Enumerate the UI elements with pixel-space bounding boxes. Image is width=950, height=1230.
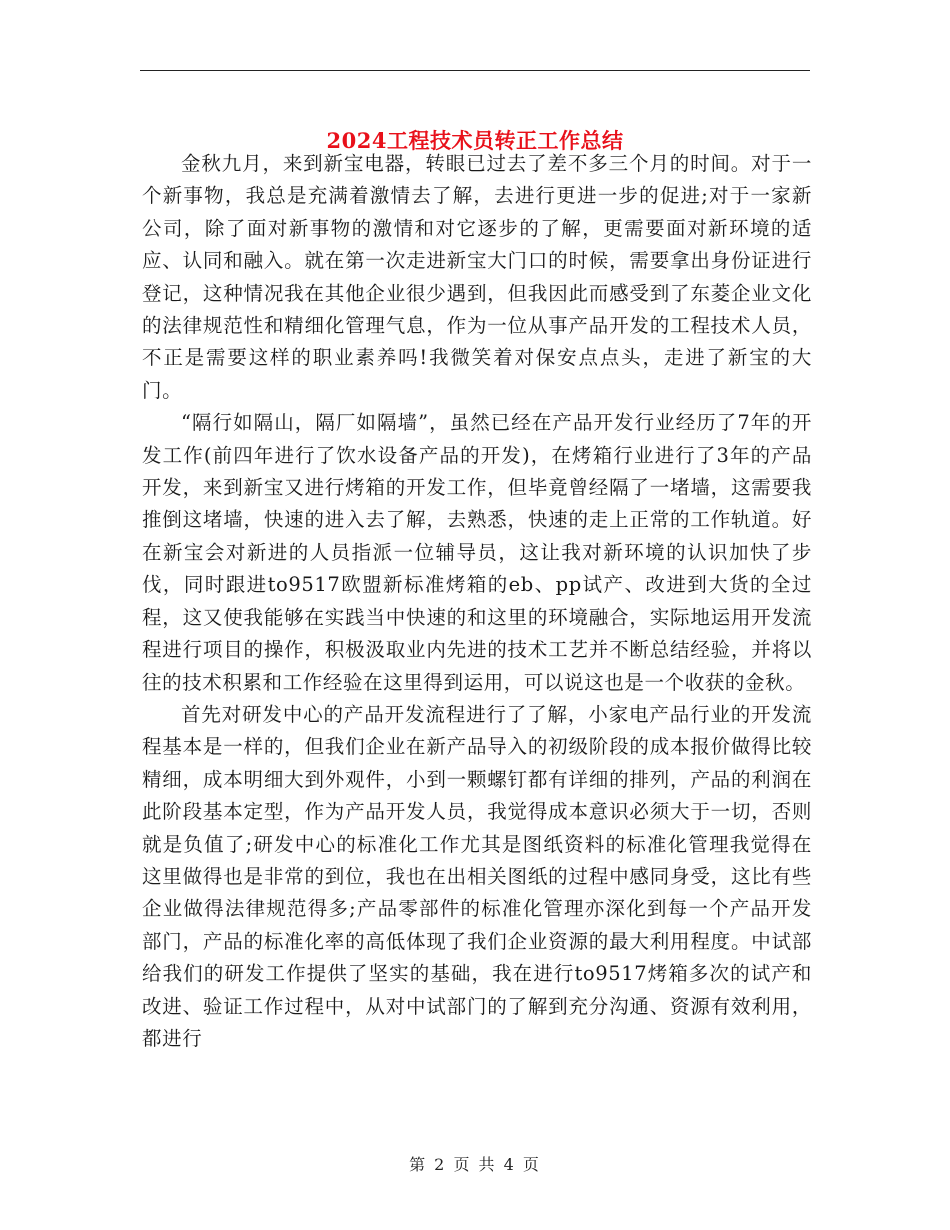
paragraph-1: 金秋九月，来到新宝电器，转眼已过去了差不多三个月的时间。对于一个新事物，我总是充满着激情去了解，去进行更进一步的促进;对于一家新公司，除了面对新事物的激情和对它逐步的了解，更需要面对新环境的适应、认同和融入。就在第一次走进新宝大门口的时候，需要拿出身份证进行登记，这种情况我在其他企业很少遇到，但我因此而感受到了东菱企业文化的法律规范性和精细化管理气息，作为一位从事产品开发的工程技术人员，不正是需要这样的职业素养吗!我微笑着对保安点点头，走进了新宝的大门。 [142, 152, 812, 402]
paragraph-3: 首先对研发中心的产品开发流程进行了了解，小家电产品行业的开发流程基本是一样的，但我们企业在新产品导入的初级阶段的成本报价做得比较精细，成本明细大到外观件，小到一颗螺钉都有详细的排列，产品的利润在此阶段基本定型，作为产品开发人员，我觉得成本意识必须大于一切，否则就是负值了;研发中心的标准化工作尤其是图纸资料的标准化管理我觉得在这里做得也是非常的到位，我也在出相关图纸的过程中感同身受，这比有些企业做得法律规范得多;产品零部件的标准化管理亦深化到每一个产品开发部门，产品的标准化率的高低体现了我们企业资源的最大利用程度。中试部给我们的研发工作提供了坚实的基础，我在进行to9517烤箱多次的试产和改进、验证工作过程中，从对中试部门的了解到充分沟通、资源有效利用，都进行 [142, 702, 812, 1050]
header-rule [140, 70, 810, 71]
document-body [142, 148, 812, 1055]
document-title: 2024工程技术员转正工作总结 [326, 128, 624, 154]
paragraph-2: “隔行如隔山，隔厂如隔墙”，虽然已经在产品开发行业经历了7年的开发工作(前四年进行了饮水设备产品的开发)，在烤箱行业进行了3年的产品开发，来到新宝又进行烤箱的开发工作，但毕竟曾经隔了一堵墙，这需要我推倒这堵墙，快速的进入去了解，去熟悉，快速的走上正常的工作轨道。好在新宝会对新进的人员指派一位辅导员，这让我对新环境的认识加快了步伐，同时跟进to9517欧盟新标准烤箱的eb、pp试产、改进到大货的全过程，这又使我能够在实践当中快速的和这里的环境融合，实际地运用开发流程进行项目的操作，积极汲取业内先进的技术工艺并不断总结经验，并将以往的技术积累和工作经验在这里得到运用，可以说这也是一个收获的金秋。 [142, 411, 812, 694]
page-number: 第 2 页 共 4 页 [409, 1155, 541, 1174]
